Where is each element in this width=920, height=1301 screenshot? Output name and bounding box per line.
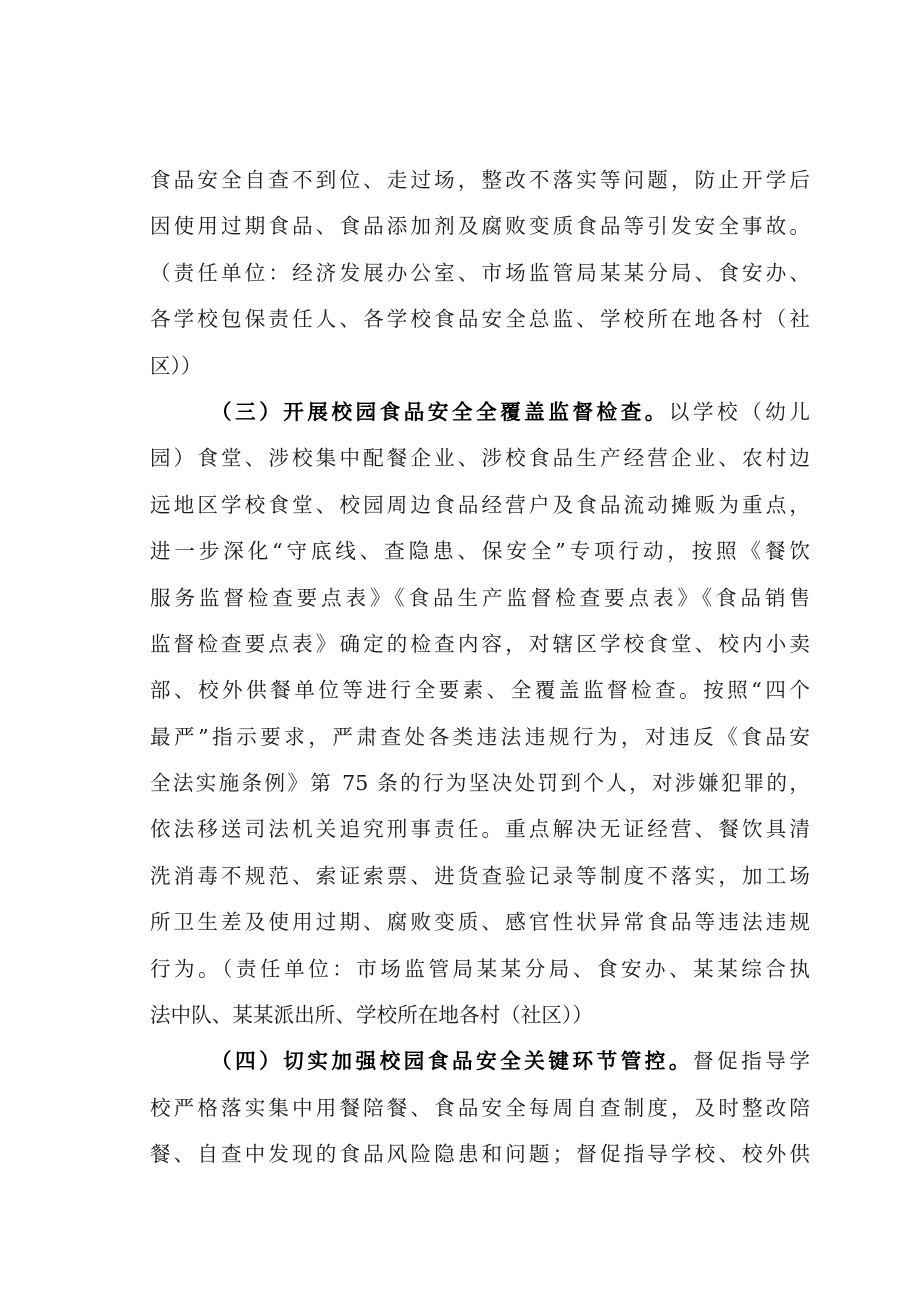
body-line: 监督检查要点表》确定的检查内容，对辖区学校食堂、校内小卖 [150, 631, 810, 656]
body-line: 所卫生差及使用过期、腐败变质、感官性状异常食品等违法违规 [150, 910, 810, 935]
body-line: 食品安全自查不到位、走过场，整改不落实等问题，防止开学后 [150, 168, 810, 192]
body-line: 进一步深化“守底线、查隐患、保安全”专项行动，按照《餐饮 [150, 539, 810, 564]
section-first-line-rest: 督促指导学 [693, 1049, 810, 1074]
body-line: （责任单位：经济发展办公室、市场监管局某某分局、食安办、 [150, 260, 810, 285]
body-line: 服务监督检查要点表》《食品生产监督检查要点表》《食品销售 [150, 585, 810, 610]
body-line: 园）食堂、涉校集中配餐企业、涉校食品生产经营企业、农村边 [150, 446, 810, 471]
body-line: 部、校外供餐单位等进行全要素、全覆盖监督检查。按照“四个 [150, 678, 810, 703]
body-line: 各学校包保责任人、各学校食品安全总监、学校所在地各村（社 [150, 307, 810, 332]
body-line: 校严格落实集中用餐陪餐、食品安全每周自查制度，及时整改陪 [150, 1095, 810, 1120]
section-heading-4: （四）切实加强校园食品安全关键环节管控。 [211, 1049, 693, 1074]
body-line: 餐、自查中发现的食品风险隐患和问题；督促指导学校、校外供 [150, 1142, 810, 1167]
body-line: 依法移送司法机关追究刑事责任。重点解决无证经营、餐饮具清 [150, 817, 810, 842]
body-line: 法中队、某某派出所、学校所在地各村（社区）） [150, 1003, 593, 1028]
body-line: 行为。（责任单位：市场监管局某某分局、食安办、某某综合执 [150, 956, 810, 981]
body-line: 全法实施条例》第 75 条的行为坚决处罚到个人，对涉嫌犯罪的， [150, 771, 810, 796]
section-first-line [150, 389, 810, 435]
body-line: 最严”指示要求，严肃查处各类违法违规行为，对违反《食品安 [150, 724, 810, 749]
document-body [150, 157, 810, 1178]
body-line: 区）） [150, 353, 202, 378]
section-first-line [150, 1038, 810, 1084]
body-line: 远地区学校食堂、校园周边食品经营户及食品流动摊贩为重点， [150, 492, 810, 517]
section-first-line-rest: 以学校（幼儿 [668, 399, 810, 424]
body-line: 因使用过期食品、食品添加剂及腐败变质食品等引发安全事故。 [150, 214, 810, 239]
body-line: 洗消毒不规范、索证索票、进货查验记录等制度不落实，加工场 [150, 863, 810, 888]
section-heading-3: （三）开展校园食品安全全覆盖监督检查。 [211, 399, 669, 424]
